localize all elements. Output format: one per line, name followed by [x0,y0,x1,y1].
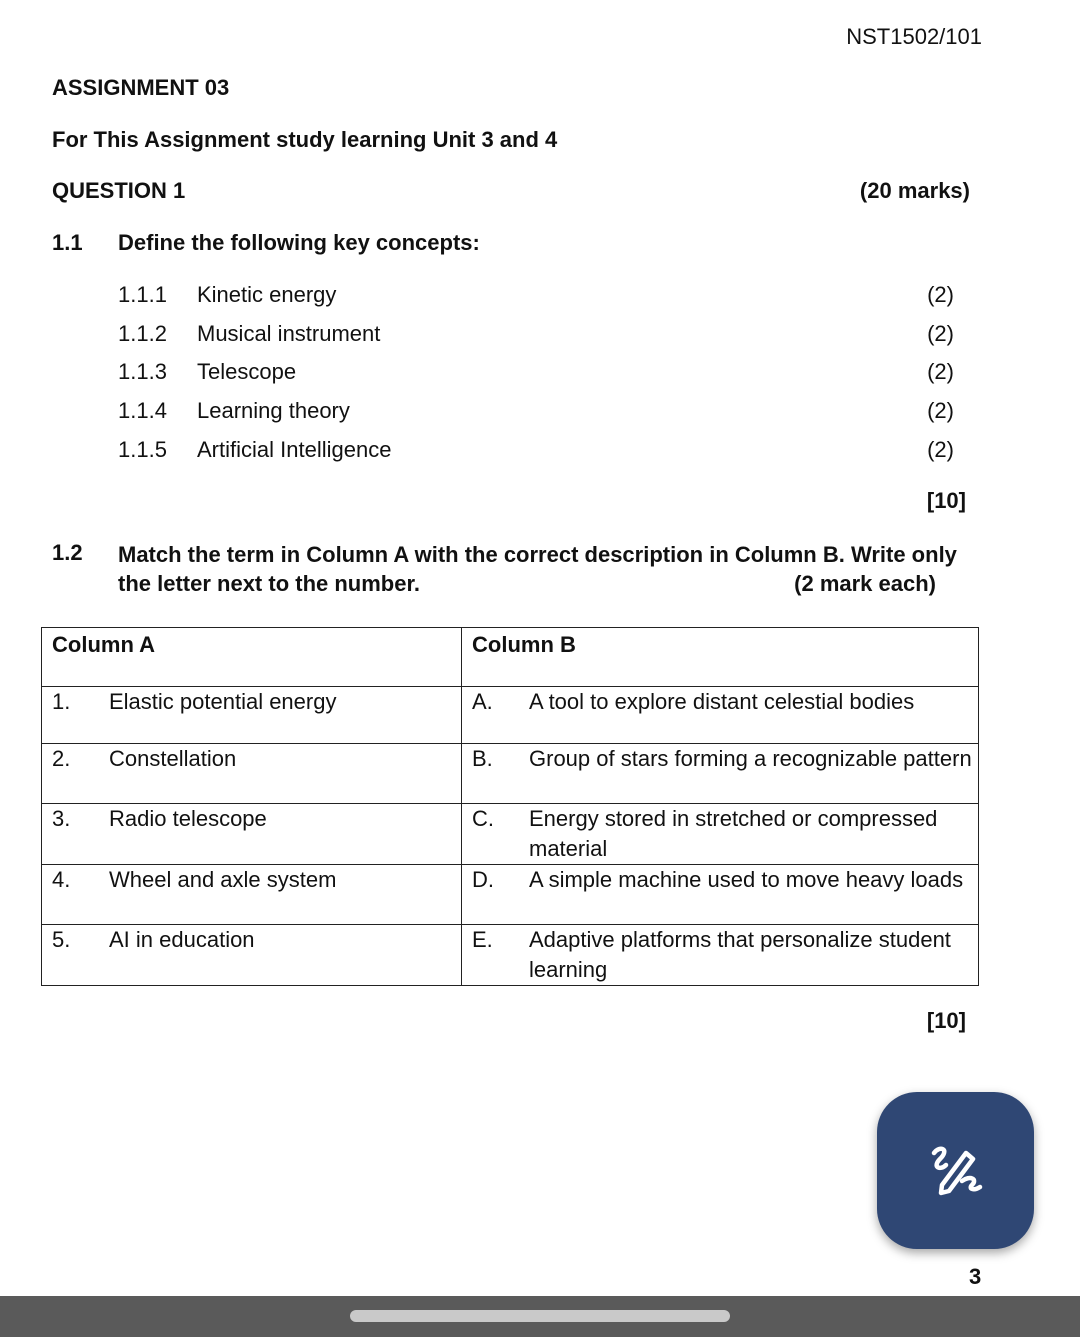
page-number: 3 [969,1264,982,1289]
concept-number: 1.1.4 [118,398,167,423]
term-number: 4. [52,867,71,892]
column-b-cell [462,865,979,925]
section-instruction [118,540,988,598]
description-text: Group of stars forming a recognizable pattern [529,746,972,771]
question-marks: (20 marks) [859,178,970,203]
concept-mark: (2) [927,321,954,346]
column-a-cell [42,804,462,865]
assignment-title: ASSIGNMENT 03 [52,75,230,100]
concept-mark: (2) [927,282,954,307]
pen-scribble-icon [926,1141,986,1201]
column-a-cell [42,925,462,986]
description-letter: D. [472,867,494,892]
description-text: A tool to explore distant celestial bodies [529,689,915,714]
description-letter: A. [472,689,493,714]
table-row [42,865,979,925]
table-row [42,804,979,865]
question-title: QUESTION 1 [52,178,186,203]
description-text: Energy stored in stretched or compressed material [529,806,938,861]
system-navigation-bar [0,1296,1080,1337]
column-a-cell [42,865,462,925]
description-letter: C. [472,806,494,831]
marks-each: (2 mark each) [794,571,936,596]
column-b-cell [462,744,979,804]
description-letter: B. [472,746,493,771]
home-indicator[interactable] [350,1310,730,1322]
term-text: AI in education [109,927,255,952]
section-number: 1.1 [52,230,83,255]
term-text: Wheel and axle system [109,867,337,892]
term-text: Radio telescope [109,806,267,831]
section-instruction: Define the following key concepts: [118,230,480,255]
column-a-cell [42,687,462,744]
concept-mark: (2) [927,359,954,384]
section-number: 1.2 [52,540,83,565]
assignment-subtitle: For This Assignment study learning Unit 3 and 4 [52,127,558,152]
table-row [42,925,979,986]
matching-table [41,627,979,986]
section-total: [10] [926,1008,966,1033]
concept-mark: (2) [927,437,954,462]
table-row [42,687,979,744]
concept-number: 1.1.5 [118,437,167,462]
concept-number: 1.1.3 [118,359,167,384]
column-a-header: Column A [42,628,462,687]
concept-term: Artificial Intelligence [197,437,392,462]
description-letter: E. [472,927,493,952]
concept-number: 1.1.2 [118,321,167,346]
table-header-row [42,628,979,687]
concept-mark: (2) [927,398,954,423]
column-b-header: Column B [462,628,979,687]
column-b-cell [462,804,979,865]
table-row [42,744,979,804]
column-b-cell [462,925,979,986]
concept-term: Kinetic energy [197,282,337,307]
concept-term: Telescope [197,359,297,384]
instruction-line: Match the term in Column A with the correct description in Column B. Write only [118,542,957,567]
column-a-cell [42,744,462,804]
term-number: 3. [52,806,71,831]
concept-term: Musical instrument [197,321,381,346]
term-number: 2. [52,746,71,771]
column-b-cell [462,687,979,744]
instruction-line: the letter next to the number. [118,571,420,596]
term-text: Constellation [109,746,237,771]
section-total: [10] [926,488,966,513]
description-text: Adaptive platforms that personalize student learning [529,927,951,982]
term-number: 5. [52,927,71,952]
term-number: 1. [52,689,71,714]
concept-number: 1.1.1 [118,282,167,307]
term-text: Elastic potential energy [109,689,337,714]
instruction-line-with-marks [118,569,936,598]
annotate-button[interactable] [877,1092,1034,1249]
description-text: A simple machine used to move heavy loads [529,867,964,892]
concept-term: Learning theory [197,398,350,423]
document-code: NST1502/101 [846,24,982,49]
